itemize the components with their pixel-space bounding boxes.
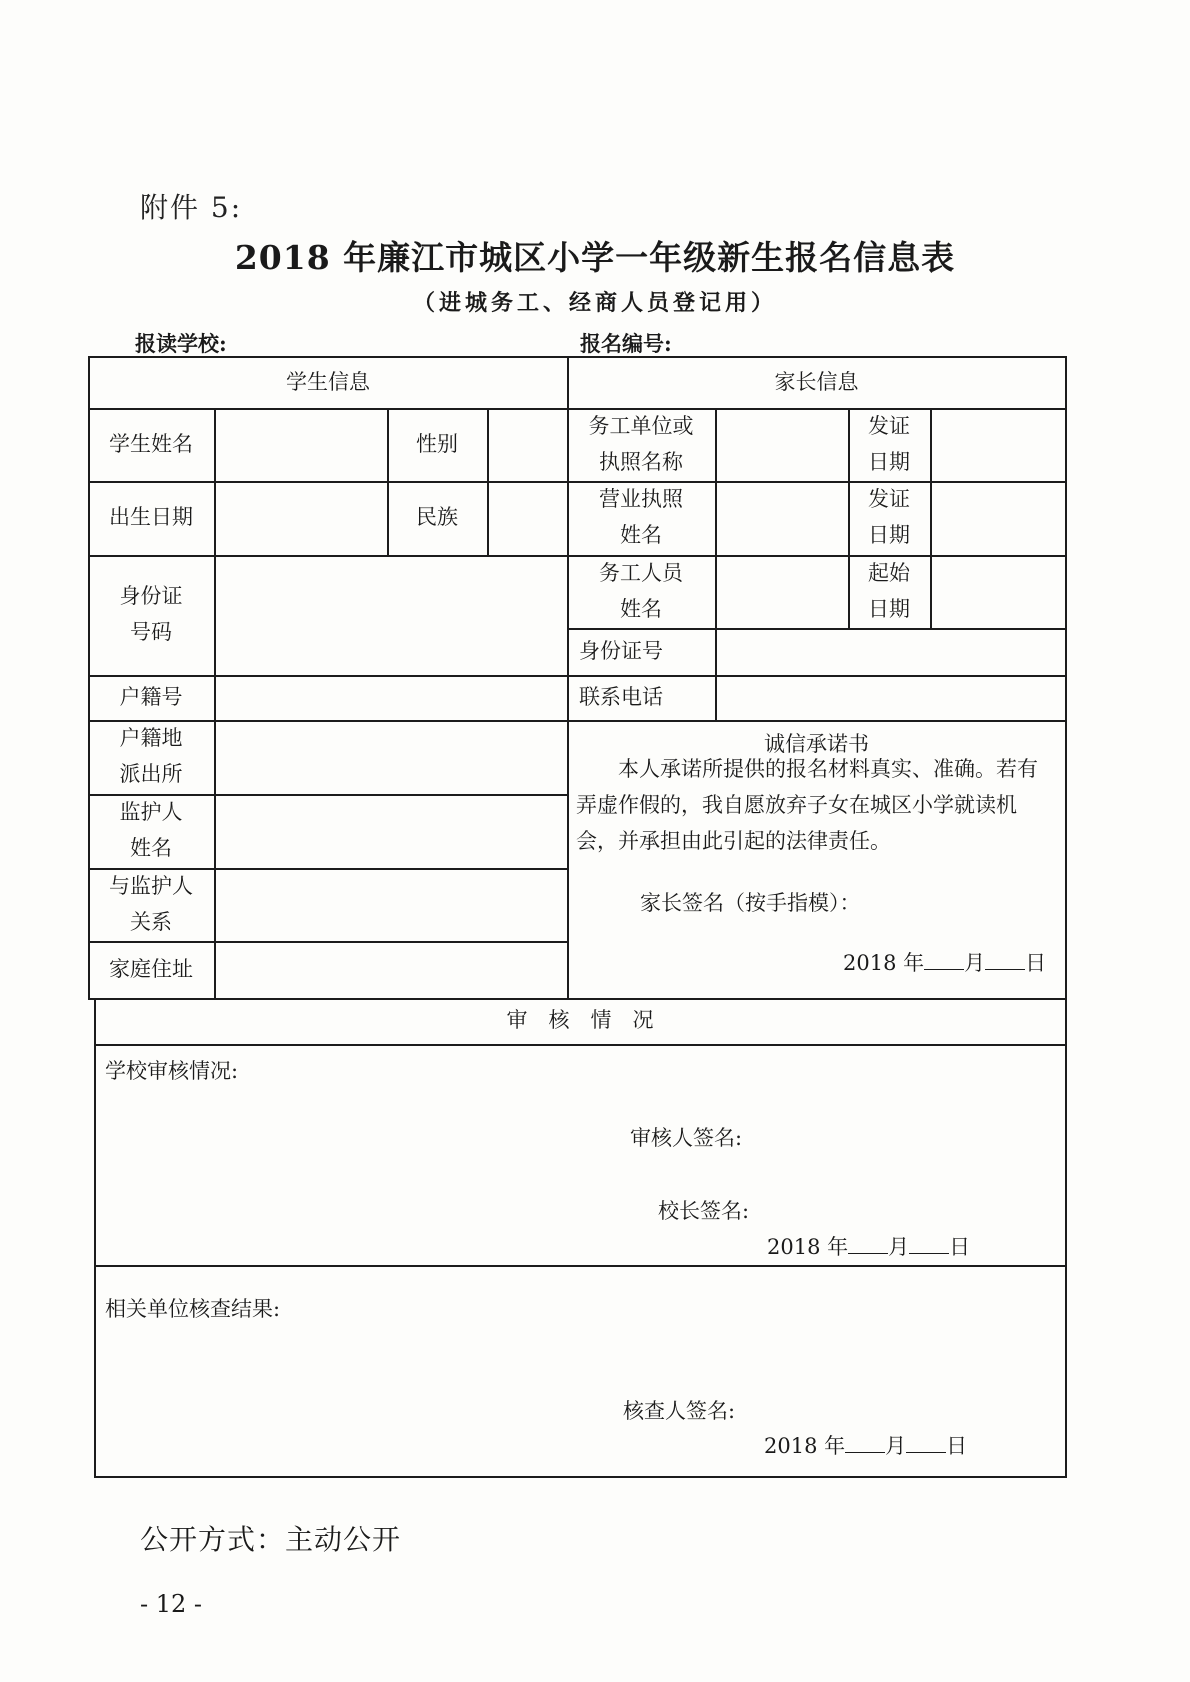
- unit-check-label: 相关单位核查结果:: [105, 1297, 281, 1321]
- guardian-name-label: 监护人 姓名: [119, 800, 183, 860]
- parent-signature-label: 家长签名（按手指模）：: [640, 891, 861, 915]
- start-date-label: 起始 日期: [868, 560, 910, 621]
- school-review-label: 学校审核情况:: [105, 1059, 239, 1083]
- parent-id-value[interactable]: [715, 628, 1066, 675]
- gender-label: 性别: [416, 431, 458, 456]
- address-value[interactable]: [214, 941, 567, 998]
- license-name-label: 营业执照 姓名: [599, 487, 683, 547]
- school-label: 报读学校:: [135, 331, 227, 356]
- promise-date: 2018 年 月 日: [843, 947, 1046, 977]
- phone-label: 联系电话: [579, 684, 663, 709]
- guardian-name-value[interactable]: [214, 794, 567, 868]
- birth-date-value[interactable]: [214, 481, 387, 555]
- worker-name-value[interactable]: [715, 555, 848, 628]
- promise-title: 诚信承诺书: [764, 732, 869, 756]
- day-blank[interactable]: [906, 1431, 946, 1453]
- police-station-value[interactable]: [214, 720, 567, 794]
- principal-signature-label: 校长签名:: [658, 1199, 750, 1223]
- issue-date-value-1[interactable]: [930, 408, 1066, 481]
- month-blank[interactable]: [845, 1431, 885, 1453]
- reviewer-signature-label: 审核人签名:: [630, 1126, 743, 1150]
- birth-date-label: 出生日期: [109, 505, 193, 530]
- review-date: 2018 年 月 日: [767, 1231, 970, 1261]
- license-name-value[interactable]: [715, 481, 848, 555]
- police-station-label: 户籍地 派出所: [119, 726, 183, 786]
- student-info-header: 学生信息: [286, 369, 370, 394]
- address-label: 家庭住址: [109, 956, 193, 981]
- review-header: 审 核 情 况: [506, 1008, 654, 1033]
- employer-value[interactable]: [715, 408, 848, 481]
- day-blank[interactable]: [909, 1232, 949, 1254]
- month-blank[interactable]: [848, 1232, 888, 1254]
- worker-name-label: 务工人员 姓名: [599, 560, 683, 621]
- phone-value[interactable]: [715, 675, 1066, 720]
- ethnicity-label: 民族: [416, 505, 458, 530]
- parent-info-header: 家长信息: [774, 369, 859, 394]
- gender-value[interactable]: [487, 408, 567, 481]
- attachment-label: 附件 5:: [140, 191, 243, 224]
- guardian-relation-label: 与监护人 关系: [109, 873, 193, 934]
- student-name-label: 学生姓名: [109, 431, 193, 456]
- student-name-value[interactable]: [214, 408, 387, 481]
- number-label: 报名编号:: [580, 331, 672, 356]
- id-number-value[interactable]: [214, 555, 567, 675]
- issue-date-label-2: 发证 日期: [868, 487, 910, 547]
- check-date: 2018 年 月 日: [764, 1430, 967, 1460]
- form-title: 2018 年廉江市城区小学一年级新生报名信息表: [234, 238, 956, 277]
- ethnicity-value[interactable]: [487, 481, 567, 555]
- parent-id-label: 身份证号: [579, 638, 663, 663]
- issue-date-value-2[interactable]: [930, 481, 1066, 555]
- id-number-label: 身份证 号码: [119, 584, 183, 644]
- start-date-value[interactable]: [930, 555, 1066, 628]
- issue-date-label-1: 发证 日期: [868, 413, 910, 474]
- disclosure-label: 公开方式：主动公开: [140, 1523, 402, 1556]
- employer-label: 务工单位或 执照名称: [588, 413, 694, 474]
- checker-signature-label: 核查人签名:: [623, 1399, 736, 1423]
- promise-body: 本人承诺所提供的报名材料真实、准确。若有弄虚作假的，我自愿放弃子女在城区小学就读机会，并承担由此引起的法律责任。: [576, 757, 1038, 853]
- hukou-label: 户籍号: [119, 684, 183, 709]
- month-blank[interactable]: [924, 948, 964, 970]
- day-blank[interactable]: [985, 948, 1025, 970]
- hukou-value[interactable]: [214, 675, 567, 720]
- guardian-relation-value[interactable]: [214, 868, 567, 941]
- form-subtitle: （进城务工、经商人员登记用）: [412, 290, 777, 316]
- page-number: - 12 -: [140, 1590, 203, 1618]
